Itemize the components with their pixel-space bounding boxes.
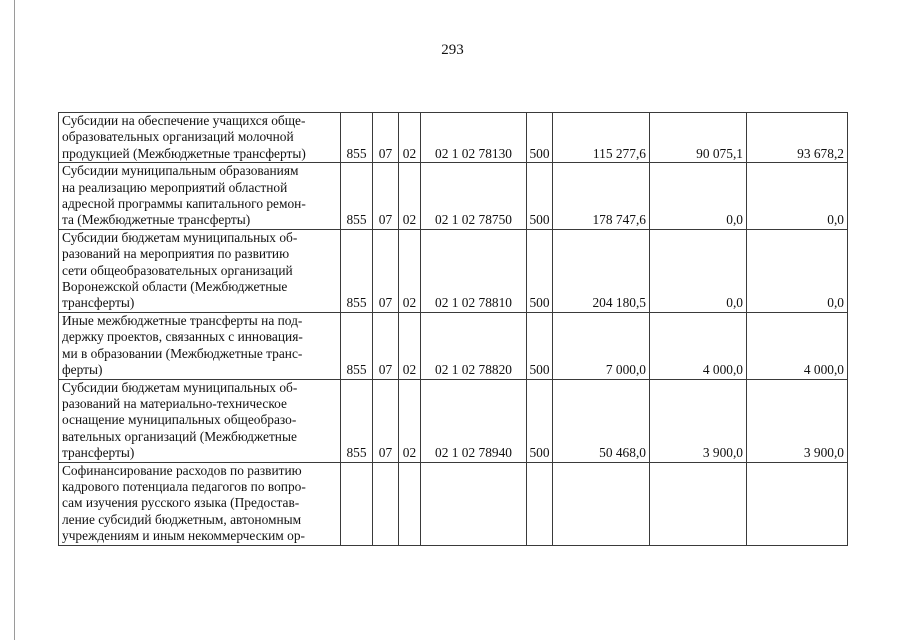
amount-year1-cell: 50 468,0 [553, 379, 650, 462]
subsection-code-cell: 02 [399, 229, 421, 312]
ministry-code-cell [341, 462, 373, 545]
target-article-cell: 02 1 02 78940 [421, 379, 527, 462]
table-row [59, 312, 848, 379]
amount-year3-cell: 93 678,2 [747, 113, 848, 163]
table-row [59, 462, 848, 545]
expense-type-cell: 500 [527, 379, 553, 462]
amount-year3-cell [747, 462, 848, 545]
section-code-cell: 07 [373, 229, 399, 312]
item-name-line: образовательных организаций молочной [62, 129, 294, 145]
item-name-line: ми в образовании (Межбюджетные транс- [62, 345, 303, 361]
page-edge-rule [14, 0, 15, 640]
ministry-code-cell: 855 [341, 229, 373, 312]
amount-year1-cell: 7 000,0 [553, 312, 650, 379]
item-name-line: учреждениям и иным некоммерческим ор- [62, 528, 305, 544]
subsection-code-cell [399, 462, 421, 545]
section-code-cell: 07 [373, 312, 399, 379]
amount-year2-cell: 90 075,1 [650, 113, 747, 163]
amount-year1-cell: 204 180,5 [553, 229, 650, 312]
item-name-line: ление субсидий бюджетным, автономным [62, 511, 302, 527]
item-name-line: разований на мероприятия по развитию [62, 246, 290, 262]
item-name-line: трансферты) [62, 295, 135, 311]
expense-type-cell: 500 [527, 312, 553, 379]
item-name-cell [59, 163, 341, 230]
subsection-code-cell: 02 [399, 379, 421, 462]
item-name-line: сам изучения русского языка (Предостав- [62, 495, 300, 511]
subsection-code-cell: 02 [399, 113, 421, 163]
item-name-line: Иные межбюджетные трансферты на под- [62, 312, 303, 328]
section-code-cell: 07 [373, 379, 399, 462]
expense-type-cell: 500 [527, 163, 553, 230]
ministry-code-cell: 855 [341, 379, 373, 462]
section-code-cell [373, 462, 399, 545]
target-article-cell [421, 462, 527, 545]
item-name-line: ферты) [62, 362, 103, 378]
amount-year2-cell [650, 462, 747, 545]
target-article-cell: 02 1 02 78750 [421, 163, 527, 230]
item-name-line: кадрового потенциала педагогов по вопро- [62, 478, 306, 494]
amount-year2-cell: 0,0 [650, 229, 747, 312]
amount-year1-cell: 115 277,6 [553, 113, 650, 163]
subsection-code-cell: 02 [399, 163, 421, 230]
ministry-code-cell: 855 [341, 163, 373, 230]
item-name-line: та (Межбюджетные трансферты) [62, 212, 251, 228]
page-number: 293 [441, 42, 464, 58]
table-row [59, 113, 848, 163]
item-name-line: Воронежской области (Межбюджетные [62, 279, 288, 295]
section-code-cell: 07 [373, 163, 399, 230]
target-article-cell: 02 1 02 78810 [421, 229, 527, 312]
budget-table [58, 112, 848, 546]
item-name-cell [59, 312, 341, 379]
item-name-line: вательных организаций (Межбюджетные [62, 428, 297, 444]
item-name-line: продукцией (Межбюджетные трансферты) [62, 145, 306, 161]
expense-type-cell [527, 462, 553, 545]
item-name-line: адресной программы капитального ремон- [62, 196, 306, 212]
item-name-line: Субсидии бюджетам муниципальных об- [62, 379, 298, 395]
item-name-line: Субсидии муниципальным образованиям [62, 163, 299, 179]
table-row [59, 229, 848, 312]
item-name-cell [59, 379, 341, 462]
amount-year3-cell: 3 900,0 [747, 379, 848, 462]
item-name-cell [59, 229, 341, 312]
amount-year3-cell: 4 000,0 [747, 312, 848, 379]
ministry-code-cell: 855 [341, 312, 373, 379]
item-name-line: трансферты) [62, 445, 135, 461]
amount-year2-cell: 3 900,0 [650, 379, 747, 462]
subsection-code-cell: 02 [399, 312, 421, 379]
budget-table-body [59, 113, 848, 546]
amount-year1-cell: 178 747,6 [553, 163, 650, 230]
expense-type-cell: 500 [527, 113, 553, 163]
item-name-cell [59, 113, 341, 163]
table-row [59, 379, 848, 462]
item-name-line: держку проектов, связанных с инновация- [62, 329, 303, 345]
amount-year2-cell: 0,0 [650, 163, 747, 230]
amount-year1-cell [553, 462, 650, 545]
section-code-cell: 07 [373, 113, 399, 163]
item-name-line: на реализацию мероприятий областной [62, 179, 288, 195]
item-name-line: Софинансирование расходов по развитию [62, 462, 302, 478]
expense-type-cell: 500 [527, 229, 553, 312]
item-name-line: сети общеобразовательных организаций [62, 262, 293, 278]
target-article-cell: 02 1 02 78130 [421, 113, 527, 163]
amount-year3-cell: 0,0 [747, 163, 848, 230]
table-row [59, 163, 848, 230]
item-name-cell [59, 462, 341, 545]
item-name-line: Субсидии на обеспечение учащихся обще- [62, 113, 306, 128]
target-article-cell: 02 1 02 78820 [421, 312, 527, 379]
ministry-code-cell: 855 [341, 113, 373, 163]
amount-year2-cell: 4 000,0 [650, 312, 747, 379]
item-name-line: Субсидии бюджетам муниципальных об- [62, 229, 298, 245]
amount-year3-cell: 0,0 [747, 229, 848, 312]
item-name-line: оснащение муниципальных общеобразо- [62, 412, 297, 428]
item-name-line: разований на материально-техническое [62, 395, 287, 411]
